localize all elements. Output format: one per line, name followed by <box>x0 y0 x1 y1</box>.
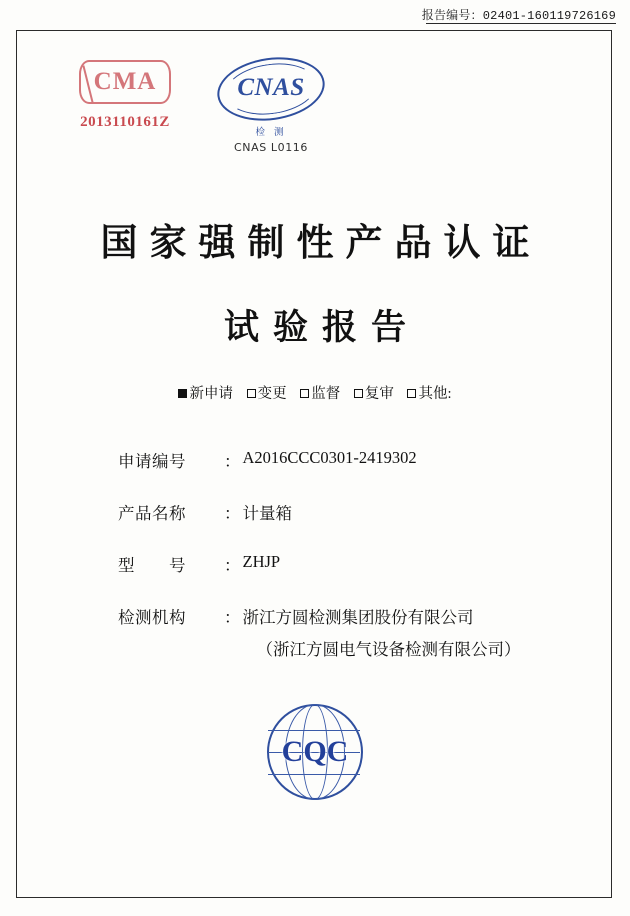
checkbox-box-other[interactable] <box>407 389 416 398</box>
field-application-number <box>118 448 548 472</box>
checkbox-box-review[interactable] <box>354 389 363 398</box>
field-testing-organization <box>118 604 548 660</box>
field-model <box>118 552 548 576</box>
checkbox-label-new: 新申请 <box>189 386 233 402</box>
field-colon: ： <box>224 608 241 627</box>
checkbox-label-review: 复审 <box>364 386 394 402</box>
report-number-value: 02401-160119726169 <box>482 9 616 23</box>
checkbox-label-supervise: 监督 <box>311 386 341 402</box>
field-label-application-number: 申请编号 <box>118 452 186 471</box>
checkbox-label-change: 变更 <box>257 386 287 402</box>
cma-badge-icon <box>79 60 171 104</box>
cover-field-list <box>118 448 548 688</box>
field-label-model: 型 号 <box>118 556 186 575</box>
cnas-oval-icon <box>211 52 331 128</box>
field-value-testing-organization <box>243 604 549 660</box>
cnas-text: CNAS <box>237 74 305 101</box>
report-number-label: 报告编号： <box>421 8 483 22</box>
cma-number: 2013110161Z <box>80 114 170 130</box>
checkbox-box-change[interactable] <box>247 389 256 398</box>
page-subtitle: 试验报告 <box>223 308 420 347</box>
field-value-model: ZHJP <box>242 552 281 571</box>
checkbox-option-supervise[interactable] <box>300 386 340 402</box>
field-label-product-name: 产品名称 <box>118 504 186 523</box>
accreditation-marks <box>0 52 630 182</box>
cqc-parallel-icon <box>268 730 360 731</box>
checkbox-option-review[interactable] <box>354 386 394 402</box>
report-number-underline <box>426 23 616 24</box>
cqc-logo <box>267 704 363 800</box>
cnas-subtitle: 检 测 <box>255 127 287 138</box>
cqc-text: CQC <box>281 735 349 768</box>
field-product-name <box>118 500 548 524</box>
checkbox-label-other: 其他: <box>418 386 452 402</box>
field-colon: ： <box>224 452 241 471</box>
cqc-parallel-icon <box>268 774 360 775</box>
field-label-testing-organization: 检测机构 <box>118 608 186 627</box>
page-title: 国家强制性产品认证 <box>100 223 542 264</box>
field-value-product-name: 计量箱 <box>242 504 292 523</box>
field-value-testing-organization-line1: 浙江方圆检测集团股份有限公司 <box>242 608 474 627</box>
field-colon: ： <box>224 504 241 523</box>
cnas-code: CNAS L0116 <box>233 141 309 154</box>
report-number <box>422 6 616 23</box>
checkbox-option-other[interactable] <box>407 386 451 402</box>
checkbox-option-new[interactable] <box>178 386 233 402</box>
cnas-mark <box>196 52 346 154</box>
checkbox-option-change[interactable] <box>247 386 287 402</box>
cma-mark <box>60 60 190 131</box>
field-value-testing-organization-line2: （浙江方圆电气设备检测有限公司） <box>256 640 521 659</box>
field-colon: ： <box>224 556 241 575</box>
field-value-application-number: A2016CCC0301-2419302 <box>242 448 417 467</box>
application-type-checkboxes <box>0 382 630 403</box>
cma-text: CMA <box>93 68 157 95</box>
checkbox-box-new[interactable] <box>178 389 187 398</box>
checkbox-box-supervise[interactable] <box>300 389 309 398</box>
